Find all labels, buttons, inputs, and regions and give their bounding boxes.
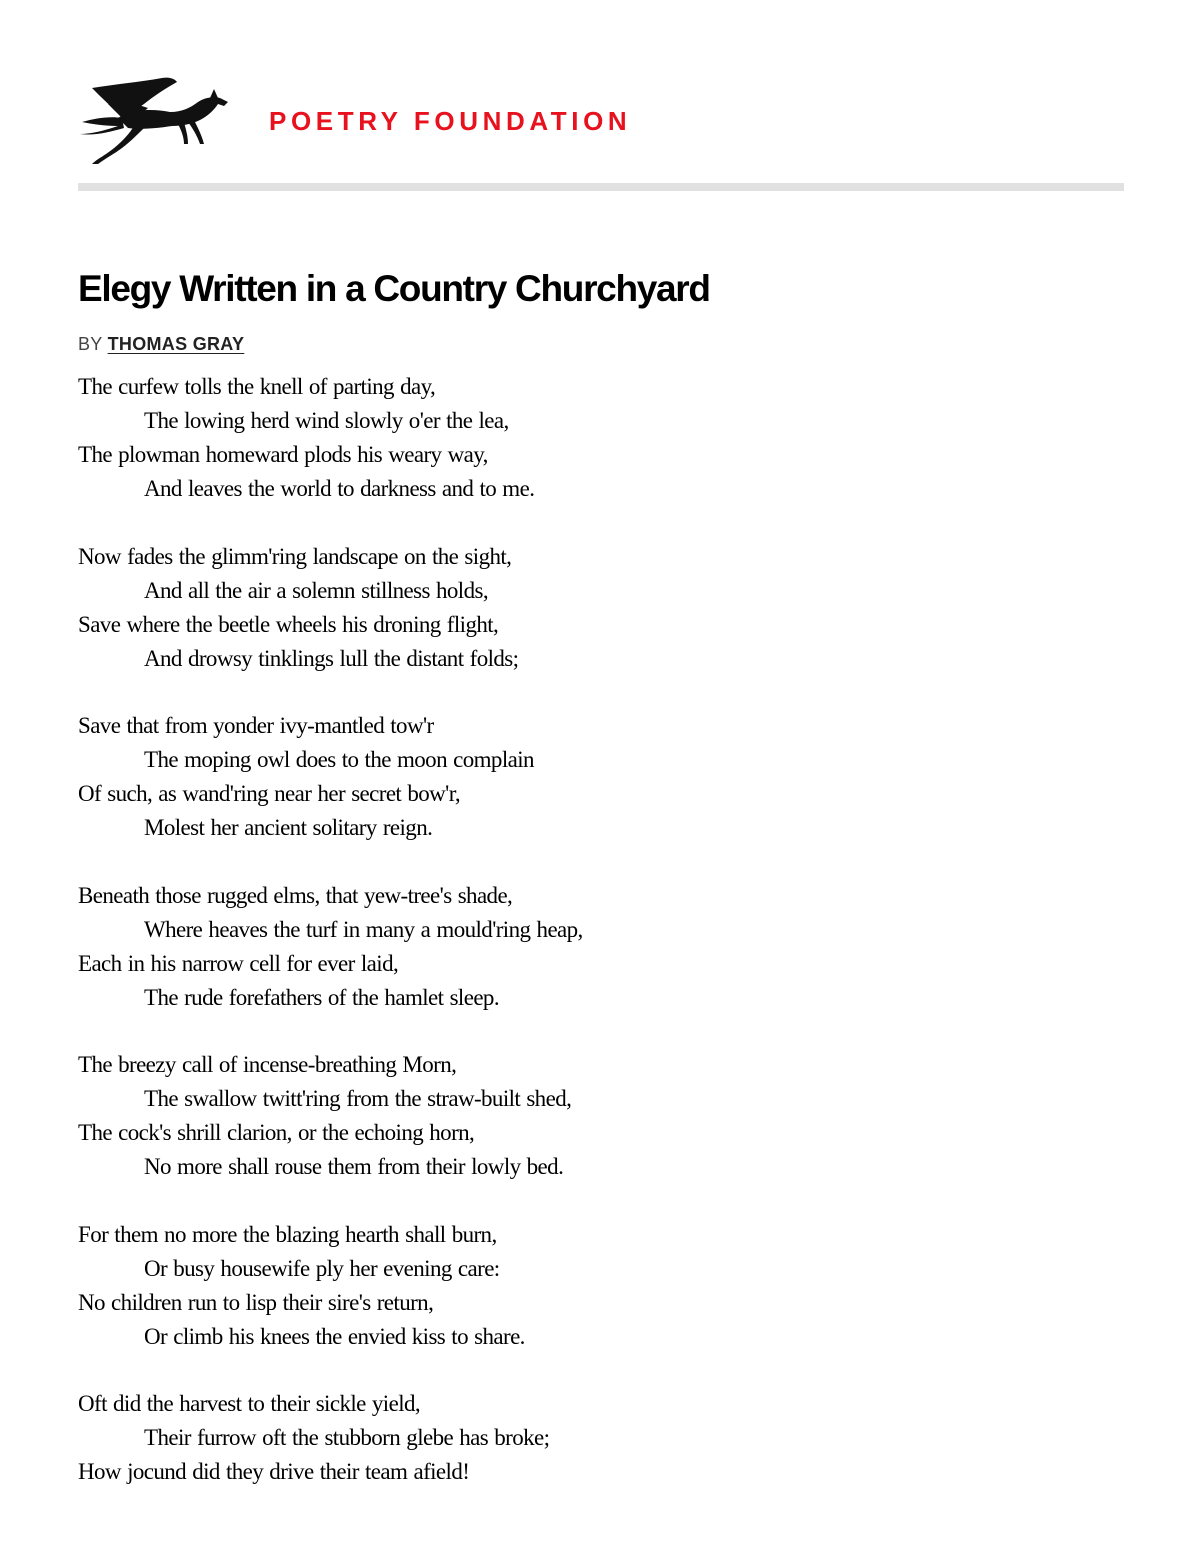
poem-line: Or busy housewife ply her evening care:	[144, 1255, 500, 1281]
stanza	[78, 370, 1078, 506]
poem-body	[78, 370, 1078, 1523]
poem-line: How jocund did they drive their team afield!	[78, 1459, 470, 1484]
poem-line: Oft did the harvest to their sickle yield,	[78, 1391, 421, 1416]
poem-line: The cock's shrill clarion, or the echoing horn,	[78, 1120, 475, 1145]
poem-line: Each in his narrow cell for ever laid,	[78, 950, 399, 976]
site-header	[78, 74, 1124, 166]
poem-line: And drowsy tinklings lull the distant folds;	[144, 645, 519, 671]
poem-line: Beneath those rugged elms, that yew-tree's shade,	[78, 882, 513, 908]
poem-line: No children run to lisp their sire's return,	[78, 1289, 434, 1315]
poem-line: The moping owl does to the moon complain	[144, 747, 534, 772]
poem-line: The swallow twitt'ring from the straw-built shed,	[144, 1086, 572, 1111]
stanza	[78, 1048, 1078, 1184]
poem-line: Where heaves the turf in many a mould'ring heap,	[144, 916, 583, 942]
poem-line: The plowman homeward plods his weary way,	[78, 442, 488, 467]
byline	[78, 333, 244, 355]
poem-line: Now fades the glimm'ring landscape on the sight,	[78, 543, 512, 569]
by-label: BY	[78, 334, 103, 354]
header-divider	[78, 183, 1124, 191]
poem-line: The lowing herd wind slowly o'er the lea,	[144, 408, 509, 433]
poem-line: For them no more the blazing hearth shall burn,	[78, 1221, 497, 1247]
stanza	[78, 709, 1078, 845]
stanza	[78, 879, 1078, 1015]
poem-line: And leaves the world to darkness and to me.	[144, 476, 535, 501]
poem-line: No more shall rouse them from their lowly bed.	[144, 1154, 564, 1179]
stanza	[78, 540, 1078, 676]
brand-name[interactable]: POETRY FOUNDATION	[269, 106, 632, 136]
poem-line: Or climb his knees the envied kiss to share.	[144, 1323, 525, 1349]
stanza	[78, 1218, 1078, 1354]
stanza	[78, 1387, 1078, 1489]
poem-line: Molest her ancient solitary reign.	[144, 815, 433, 840]
poem-line: The curfew tolls the knell of parting day,	[78, 374, 436, 399]
poem-line: And all the air a solemn stillness holds,	[144, 577, 488, 603]
poem-line: Save where the beetle wheels his droning flight,	[78, 611, 499, 637]
poem-line: Their furrow oft the stubborn glebe has broke;	[144, 1425, 550, 1450]
poem-line: The breezy call of incense-breathing Morn,	[78, 1052, 457, 1077]
pegasus-icon[interactable]	[78, 74, 230, 166]
poem-line: Of such, as wand'ring near her secret bow'r,	[78, 781, 461, 806]
poem-title: Elegy Written in a Country Churchyard	[78, 268, 710, 309]
poem-line: The rude forefathers of the hamlet sleep.	[144, 984, 499, 1010]
author-link[interactable]: THOMAS GRAY	[107, 334, 245, 354]
poem-line: Save that from yonder ivy-mantled tow'r	[78, 713, 434, 738]
